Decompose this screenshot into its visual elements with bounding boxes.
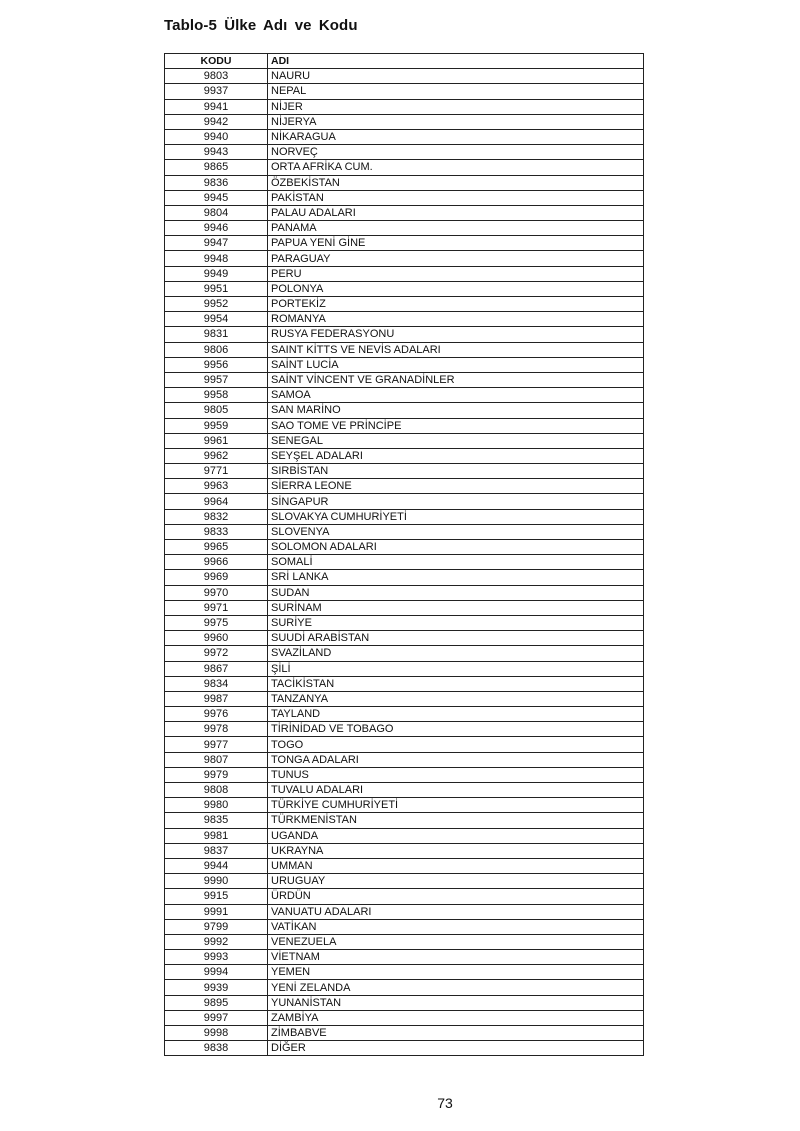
country-name-cell: NEPAL bbox=[268, 84, 644, 99]
country-name-cell: RUSYA FEDERASYONU bbox=[268, 327, 644, 342]
table-row bbox=[165, 585, 644, 600]
country-code-cell: 9940 bbox=[165, 129, 268, 144]
page-title: Tablo-5 Ülke Adı ve Kodu bbox=[164, 17, 358, 34]
country-name-cell: TANZANYA bbox=[268, 691, 644, 706]
table-row bbox=[165, 145, 644, 160]
table-row bbox=[165, 676, 644, 691]
country-name-cell: NİJERYA bbox=[268, 114, 644, 129]
table-row bbox=[165, 995, 644, 1010]
country-name-cell: SURİNAM bbox=[268, 600, 644, 615]
country-code-cell: 9833 bbox=[165, 524, 268, 539]
table-row bbox=[165, 874, 644, 889]
table-row bbox=[165, 858, 644, 873]
table-row bbox=[165, 767, 644, 782]
table-row bbox=[165, 722, 644, 737]
country-code-cell: 9945 bbox=[165, 190, 268, 205]
country-name-cell: SİERRA LEONE bbox=[268, 479, 644, 494]
column-header-name: ADI bbox=[268, 54, 644, 69]
country-name-cell: VANUATU ADALARI bbox=[268, 904, 644, 919]
country-name-cell: TUVALU ADALARI bbox=[268, 783, 644, 798]
country-name-cell: ROMANYA bbox=[268, 312, 644, 327]
country-name-cell: NİKARAGUA bbox=[268, 129, 644, 144]
country-name-cell: SOMALİ bbox=[268, 555, 644, 570]
country-code-cell: 9965 bbox=[165, 540, 268, 555]
table-row bbox=[165, 934, 644, 949]
table-row bbox=[165, 646, 644, 661]
country-name-cell: SUUDİ ARABİSTAN bbox=[268, 631, 644, 646]
table-row bbox=[165, 160, 644, 175]
country-name-cell: ÜRDÜN bbox=[268, 889, 644, 904]
table-row bbox=[165, 448, 644, 463]
country-code-cell: 9949 bbox=[165, 266, 268, 281]
country-name-cell: URUGUAY bbox=[268, 874, 644, 889]
country-code-cell: 9946 bbox=[165, 221, 268, 236]
country-code-cell: 9895 bbox=[165, 995, 268, 1010]
table-row bbox=[165, 555, 644, 570]
table-row bbox=[165, 843, 644, 858]
country-name-cell: POLONYA bbox=[268, 281, 644, 296]
table-row bbox=[165, 950, 644, 965]
country-code-cell: 9832 bbox=[165, 509, 268, 524]
country-code-table bbox=[164, 53, 644, 1056]
country-name-cell: TÜRKİYE CUMHURİYETİ bbox=[268, 798, 644, 813]
table-row bbox=[165, 175, 644, 190]
country-name-cell: DİĞER bbox=[268, 1041, 644, 1056]
country-name-cell: SUDAN bbox=[268, 585, 644, 600]
country-code-cell: 9804 bbox=[165, 205, 268, 220]
country-code-cell: 9958 bbox=[165, 388, 268, 403]
table-row bbox=[165, 403, 644, 418]
country-name-cell: ÖZBEKİSTAN bbox=[268, 175, 644, 190]
country-name-cell: SENEGAL bbox=[268, 433, 644, 448]
table-row bbox=[165, 707, 644, 722]
country-code-cell: 9834 bbox=[165, 676, 268, 691]
table-row bbox=[165, 464, 644, 479]
table-row bbox=[165, 919, 644, 934]
country-name-cell: SAİNT LUCİA bbox=[268, 357, 644, 372]
country-name-cell: YENİ ZELANDA bbox=[268, 980, 644, 995]
table-row bbox=[165, 631, 644, 646]
country-code-cell: 9807 bbox=[165, 752, 268, 767]
country-name-cell: NORVEÇ bbox=[268, 145, 644, 160]
table-row bbox=[165, 312, 644, 327]
country-code-cell: 9993 bbox=[165, 950, 268, 965]
country-name-cell: SLOVAKYA CUMHURİYETİ bbox=[268, 509, 644, 524]
table-row bbox=[165, 737, 644, 752]
table-row bbox=[165, 661, 644, 676]
country-code-cell: 9962 bbox=[165, 448, 268, 463]
country-code-cell: 9975 bbox=[165, 615, 268, 630]
country-name-cell: ORTA AFRİKA CUM. bbox=[268, 160, 644, 175]
country-name-cell: YEMEN bbox=[268, 965, 644, 980]
table-row bbox=[165, 342, 644, 357]
table-row bbox=[165, 965, 644, 980]
table-row bbox=[165, 904, 644, 919]
country-code-cell: 9971 bbox=[165, 600, 268, 615]
country-code-cell: 9980 bbox=[165, 798, 268, 813]
country-code-cell: 9961 bbox=[165, 433, 268, 448]
table-row bbox=[165, 99, 644, 114]
table-row bbox=[165, 84, 644, 99]
country-code-cell: 9837 bbox=[165, 843, 268, 858]
country-name-cell: ŞİLİ bbox=[268, 661, 644, 676]
table-row bbox=[165, 372, 644, 387]
table-row bbox=[165, 828, 644, 843]
country-name-cell: VENEZUELA bbox=[268, 934, 644, 949]
country-code-cell: 9997 bbox=[165, 1010, 268, 1025]
table-row bbox=[165, 221, 644, 236]
country-name-cell: NİJER bbox=[268, 99, 644, 114]
table-row bbox=[165, 980, 644, 995]
page-number: 73 bbox=[437, 1095, 453, 1111]
country-code-cell: 9994 bbox=[165, 965, 268, 980]
country-name-cell: ZAMBİYA bbox=[268, 1010, 644, 1025]
country-code-cell: 9991 bbox=[165, 904, 268, 919]
table-row bbox=[165, 236, 644, 251]
country-code-cell: 9937 bbox=[165, 84, 268, 99]
table-row bbox=[165, 1010, 644, 1025]
country-name-cell: UGANDA bbox=[268, 828, 644, 843]
country-name-cell: SIRBİSTAN bbox=[268, 464, 644, 479]
table-row bbox=[165, 570, 644, 585]
country-name-cell: TAYLAND bbox=[268, 707, 644, 722]
country-code-cell: 9960 bbox=[165, 631, 268, 646]
table-row bbox=[165, 388, 644, 403]
table-row bbox=[165, 494, 644, 509]
country-name-cell: PARAGUAY bbox=[268, 251, 644, 266]
country-code-cell: 9978 bbox=[165, 722, 268, 737]
table-row bbox=[165, 114, 644, 129]
table-row bbox=[165, 327, 644, 342]
country-name-cell: TONGA ADALARI bbox=[268, 752, 644, 767]
country-name-cell: PORTEKİZ bbox=[268, 297, 644, 312]
country-code-cell: 9808 bbox=[165, 783, 268, 798]
country-code-cell: 9959 bbox=[165, 418, 268, 433]
table-body bbox=[165, 69, 644, 1056]
country-name-cell: VATİKAN bbox=[268, 919, 644, 934]
country-code-cell: 9838 bbox=[165, 1041, 268, 1056]
table-row bbox=[165, 297, 644, 312]
country-code-cell: 9969 bbox=[165, 570, 268, 585]
table-row bbox=[165, 357, 644, 372]
table-row bbox=[165, 281, 644, 296]
country-code-cell: 9867 bbox=[165, 661, 268, 676]
country-name-cell: SURİYE bbox=[268, 615, 644, 630]
country-code-cell: 9952 bbox=[165, 297, 268, 312]
country-name-cell: SİNGAPUR bbox=[268, 494, 644, 509]
country-code-cell: 9941 bbox=[165, 99, 268, 114]
table-row bbox=[165, 69, 644, 84]
country-name-cell: PANAMA bbox=[268, 221, 644, 236]
table-row bbox=[165, 615, 644, 630]
country-code-cell: 9951 bbox=[165, 281, 268, 296]
country-name-cell: YUNANİSTAN bbox=[268, 995, 644, 1010]
country-code-cell: 9948 bbox=[165, 251, 268, 266]
country-code-cell: 9799 bbox=[165, 919, 268, 934]
country-code-cell: 9966 bbox=[165, 555, 268, 570]
country-code-cell: 9942 bbox=[165, 114, 268, 129]
country-name-cell: SLOVENYA bbox=[268, 524, 644, 539]
table-row bbox=[165, 1026, 644, 1041]
table-row bbox=[165, 190, 644, 205]
country-code-cell: 9976 bbox=[165, 707, 268, 722]
country-name-cell: TÜRKMENİSTAN bbox=[268, 813, 644, 828]
country-code-cell: 9987 bbox=[165, 691, 268, 706]
country-name-cell: PALAU ADALARI bbox=[268, 205, 644, 220]
table-row bbox=[165, 1041, 644, 1056]
country-code-cell: 9835 bbox=[165, 813, 268, 828]
table-row bbox=[165, 524, 644, 539]
country-code-cell: 9939 bbox=[165, 980, 268, 995]
column-header-code: KODU bbox=[165, 54, 268, 69]
country-name-cell: PERU bbox=[268, 266, 644, 281]
country-name-cell: TOGO bbox=[268, 737, 644, 752]
country-code-cell: 9977 bbox=[165, 737, 268, 752]
table-row bbox=[165, 479, 644, 494]
country-name-cell: NAURU bbox=[268, 69, 644, 84]
country-code-cell: 9992 bbox=[165, 934, 268, 949]
country-name-cell: SAMOA bbox=[268, 388, 644, 403]
country-code-cell: 9771 bbox=[165, 464, 268, 479]
table-row bbox=[165, 418, 644, 433]
country-name-cell: SEYŞEL ADALARI bbox=[268, 448, 644, 463]
country-code-cell: 9963 bbox=[165, 479, 268, 494]
table-row bbox=[165, 889, 644, 904]
country-name-cell: SOLOMON ADALARI bbox=[268, 540, 644, 555]
table-row bbox=[165, 752, 644, 767]
country-code-cell: 9915 bbox=[165, 889, 268, 904]
country-code-cell: 9803 bbox=[165, 69, 268, 84]
country-code-cell: 9943 bbox=[165, 145, 268, 160]
country-code-cell: 9806 bbox=[165, 342, 268, 357]
country-code-cell: 9831 bbox=[165, 327, 268, 342]
country-code-cell: 9957 bbox=[165, 372, 268, 387]
country-name-cell: TİRİNİDAD VE TOBAGO bbox=[268, 722, 644, 737]
country-code-cell: 9836 bbox=[165, 175, 268, 190]
country-code-cell: 9981 bbox=[165, 828, 268, 843]
country-code-cell: 9964 bbox=[165, 494, 268, 509]
country-code-cell: 9805 bbox=[165, 403, 268, 418]
country-code-cell: 9990 bbox=[165, 874, 268, 889]
table-row bbox=[165, 600, 644, 615]
country-code-cell: 9947 bbox=[165, 236, 268, 251]
table-row bbox=[165, 509, 644, 524]
table-row bbox=[165, 129, 644, 144]
country-name-cell: SAN MARİNO bbox=[268, 403, 644, 418]
country-code-cell: 9865 bbox=[165, 160, 268, 175]
country-code-cell: 9972 bbox=[165, 646, 268, 661]
country-name-cell: SAO TOME VE PRİNCİPE bbox=[268, 418, 644, 433]
table-row bbox=[165, 205, 644, 220]
country-code-cell: 9979 bbox=[165, 767, 268, 782]
table-row bbox=[165, 813, 644, 828]
country-name-cell: PAKİSTAN bbox=[268, 190, 644, 205]
country-name-cell: VİETNAM bbox=[268, 950, 644, 965]
country-name-cell: SAİNT VİNCENT VE GRANADİNLER bbox=[268, 372, 644, 387]
country-name-cell: UKRAYNA bbox=[268, 843, 644, 858]
table-row bbox=[165, 783, 644, 798]
country-name-cell: SAINT KİTTS VE NEVİS ADALARI bbox=[268, 342, 644, 357]
table-row bbox=[165, 798, 644, 813]
country-code-cell: 9944 bbox=[165, 858, 268, 873]
country-code-cell: 9954 bbox=[165, 312, 268, 327]
country-name-cell: TACİKİSTAN bbox=[268, 676, 644, 691]
table-row bbox=[165, 433, 644, 448]
table-header-row bbox=[165, 54, 644, 69]
country-code-cell: 9956 bbox=[165, 357, 268, 372]
country-name-cell: UMMAN bbox=[268, 858, 644, 873]
country-name-cell: TUNUS bbox=[268, 767, 644, 782]
table-row bbox=[165, 540, 644, 555]
table-row bbox=[165, 691, 644, 706]
country-name-cell: SRİ LANKA bbox=[268, 570, 644, 585]
table-row bbox=[165, 251, 644, 266]
country-code-cell: 9998 bbox=[165, 1026, 268, 1041]
table-row bbox=[165, 266, 644, 281]
country-name-cell: ZİMBABVE bbox=[268, 1026, 644, 1041]
country-name-cell: PAPUA YENİ GİNE bbox=[268, 236, 644, 251]
country-name-cell: SVAZİLAND bbox=[268, 646, 644, 661]
country-code-cell: 9970 bbox=[165, 585, 268, 600]
